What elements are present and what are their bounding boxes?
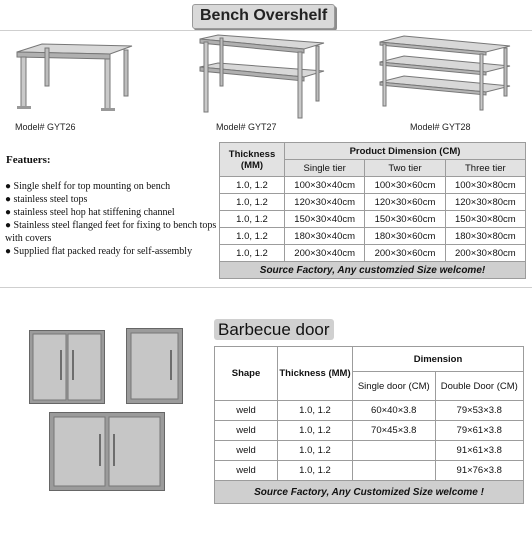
table-row [220,211,526,228]
product-image-gyt26 [12,40,137,115]
table-header-thickness: Thickness (MM) [220,143,285,177]
table-row [220,228,526,245]
table-cell: 180×30×40cm [285,228,365,245]
table-cell: 100×30×80cm [445,177,525,194]
features-list [5,180,219,258]
table-cell: 200×30×60cm [365,245,445,262]
features-title: Featuers: [6,154,51,166]
section-title-bench-overshelf: Bench Overshelf [192,4,335,29]
table-row [215,441,524,461]
table-cell: 120×30×80cm [445,194,525,211]
table-cell: 1.0, 1.2 [278,461,353,481]
divider [0,30,532,31]
table-subheader: Single tier [285,160,365,177]
table-subheader: Two tier [365,160,445,177]
feature-item: ● Supplied flat packed ready for self-assembly [5,246,193,257]
table-cell: 60×40×3.8 [353,401,436,421]
table-cell: 100×30×40cm [285,177,365,194]
table-cell: 120×30×60cm [365,194,445,211]
model-label-gyt28: Model# GYT28 [410,122,471,132]
section-title-barbecue-door [214,320,334,340]
table-footer: Source Factory, Any Customized Size welcome ! [215,481,524,504]
table-row [220,245,526,262]
table-cell: 70×45×3.8 [353,421,436,441]
table-cell: 150×30×80cm [445,211,525,228]
barbecue-door-table [214,346,524,504]
table-cell: 79×53×3.8 [435,401,523,421]
table-row [215,401,524,421]
table-header-dimension: Product Dimension (CM) [285,143,526,160]
table-cell: 180×30×80cm [445,228,525,245]
feature-item: ● Single shelf for top mounting on bench [5,181,171,192]
table-row [215,421,524,441]
product-image-double-door [29,330,105,404]
table-cell: 91×76×3.8 [435,461,523,481]
table-cell: 1.0, 1.2 [220,211,285,228]
table-cell: 1.0, 1.2 [278,401,353,421]
product-image-large-double-door [49,412,165,491]
table-cell: 1.0, 1.2 [278,421,353,441]
section-title-text: Barbecue door [214,319,334,340]
product-image-gyt27 [196,33,328,121]
table-cell: weld [215,421,278,441]
feature-item: ● Stainless steel flanged feet for fixing to bench tops with covers [5,220,217,244]
model-label-gyt27: Model# GYT27 [216,122,277,132]
table-cell: weld [215,461,278,481]
table-cell: 200×30×40cm [285,245,365,262]
table-header-shape: Shape [215,347,278,401]
table-cell: 1.0, 1.2 [220,177,285,194]
table-row [215,461,524,481]
table-row [220,194,526,211]
table-cell [353,441,436,461]
table-cell: 150×30×60cm [365,211,445,228]
table-row [220,177,526,194]
feature-item: ● stainless steel tops [5,194,88,205]
table-cell: 120×30×40cm [285,194,365,211]
divider [0,287,532,288]
table-footer: Source Factory, Any customzied Size welcome! [220,262,526,279]
model-label-gyt26: Model# GYT26 [15,122,76,132]
table-cell: 200×30×80cm [445,245,525,262]
table-cell: 1.0, 1.2 [220,228,285,245]
table-subheader: Single door (CM) [353,372,436,401]
table-cell: 100×30×60cm [365,177,445,194]
table-cell: 150×30×40cm [285,211,365,228]
bench-overshelf-table [219,142,526,279]
table-header-thickness: Thickness (MM) [278,347,353,401]
table-header-dimension: Dimension [353,347,524,372]
table-subheader: Double Door (CM) [435,372,523,401]
table-cell: 1.0, 1.2 [278,441,353,461]
feature-item: ● stainless steel hop hat stiffening channel [5,207,175,218]
table-cell: 180×30×60cm [365,228,445,245]
product-image-gyt28 [374,34,514,114]
table-cell: 79×61×3.8 [435,421,523,441]
table-subheader: Three tier [445,160,525,177]
product-image-single-door [126,328,183,404]
table-cell: 1.0, 1.2 [220,245,285,262]
table-cell: weld [215,441,278,461]
table-cell: 1.0, 1.2 [220,194,285,211]
table-cell [353,461,436,481]
table-cell: weld [215,401,278,421]
table-cell: 91×61×3.8 [435,441,523,461]
